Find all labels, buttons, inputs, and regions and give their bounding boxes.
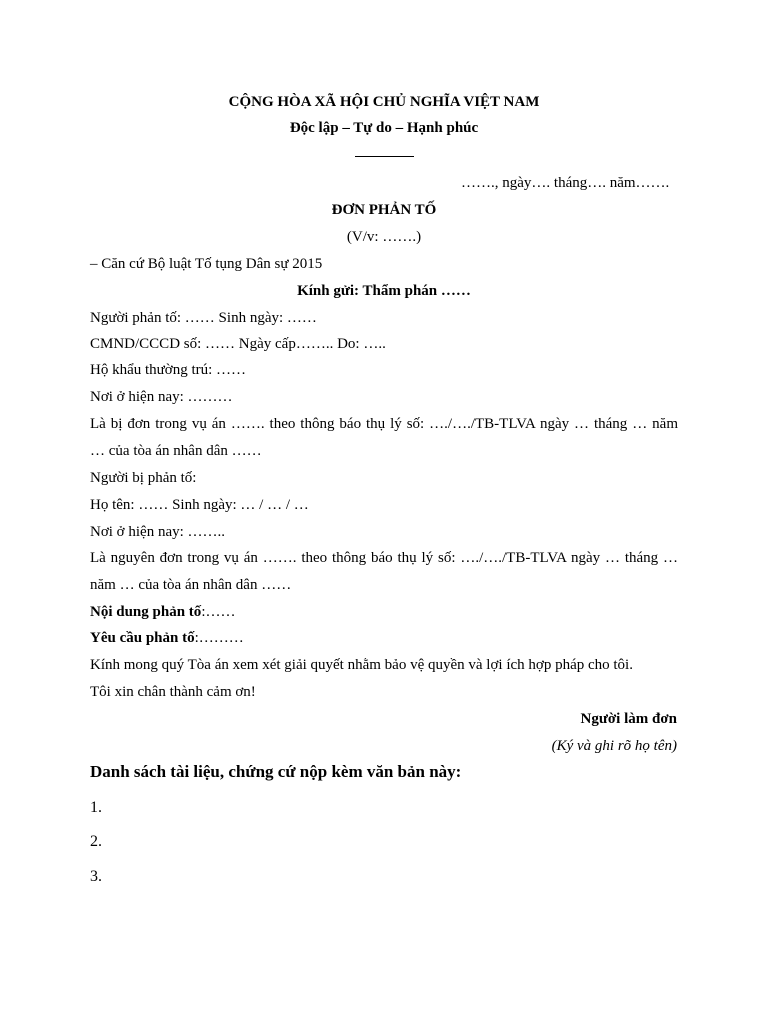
recipient: Kính gửi: Thẩm phán …… [297, 283, 471, 299]
attachments-heading: Danh sách tài liệu, chứng cứ nộp kèm văn bản này: [90, 762, 462, 781]
closing-thanks: Tôi xin chân thành cảm ơn! [90, 684, 256, 700]
content-value: :…… [201, 604, 236, 620]
attachment-item: 1. [90, 799, 102, 816]
content-label: Nội dung phản tố [90, 604, 202, 620]
respondent-case-role-line1: Là nguyên đơn trong vụ án ……. theo thông báo thụ lý số: …./…./TB-TLVA ngày … tháng … [90, 550, 678, 566]
date-line: ……., ngày…. tháng…. năm……. [461, 175, 670, 191]
request-value: :……… [194, 630, 244, 646]
header-divider [355, 156, 414, 157]
respondent-case-role-line2: năm … của tòa án nhân dân …… [90, 577, 292, 593]
counterclaimant-name: Người phản tố: …… Sinh ngày: …… [90, 310, 317, 326]
respondent-name: Họ tên: …… Sinh ngày: … / … / … [90, 497, 309, 513]
document-subject: (V/v: …….) [346, 229, 422, 245]
request-label: Yêu cầu phản tố [90, 630, 195, 646]
motto: Độc lập – Tự do – Hạnh phúc [289, 120, 479, 136]
content-line [90, 602, 235, 622]
counterclaimant-current-address: Nơi ở hiện nay: ……… [90, 389, 233, 405]
respondent-current-address: Nơi ở hiện nay: …….. [90, 524, 226, 540]
counterclaimant-case-role-line1: Là bị đơn trong vụ án ……. theo thông báo thụ lý số: …./…./TB-TLVA ngày … tháng … năm [90, 416, 678, 432]
attachment-item: 2. [90, 833, 102, 850]
closing-plea: Kính mong quý Tòa án xem xét giải quyết nhằm bảo vệ quyền và lợi ích hợp pháp cho tôi. [90, 657, 633, 673]
signature-role: Người làm đơn [580, 711, 677, 727]
country-header: CỘNG HÒA XÃ HỘI CHỦ NGHĨA VIỆT NAM [228, 94, 540, 110]
document-title: ĐƠN PHẢN TỐ [331, 202, 437, 218]
counterclaimant-case-role-line2: … của tòa án nhân dân …… [90, 443, 262, 459]
signature-note: (Ký và ghi rõ họ tên) [551, 738, 677, 754]
counterclaimant-id: CMND/CCCD số: …… Ngày cấp…….. Do: ….. [90, 336, 386, 352]
attachment-item: 3. [90, 868, 102, 885]
legal-basis: – Căn cứ Bộ luật Tố tụng Dân sự 2015 [90, 256, 323, 272]
counterclaimant-permanent-address: Hộ khẩu thường trú: …… [90, 362, 247, 378]
respondent-heading: Người bị phản tố: [90, 470, 197, 486]
request-line [90, 628, 244, 648]
